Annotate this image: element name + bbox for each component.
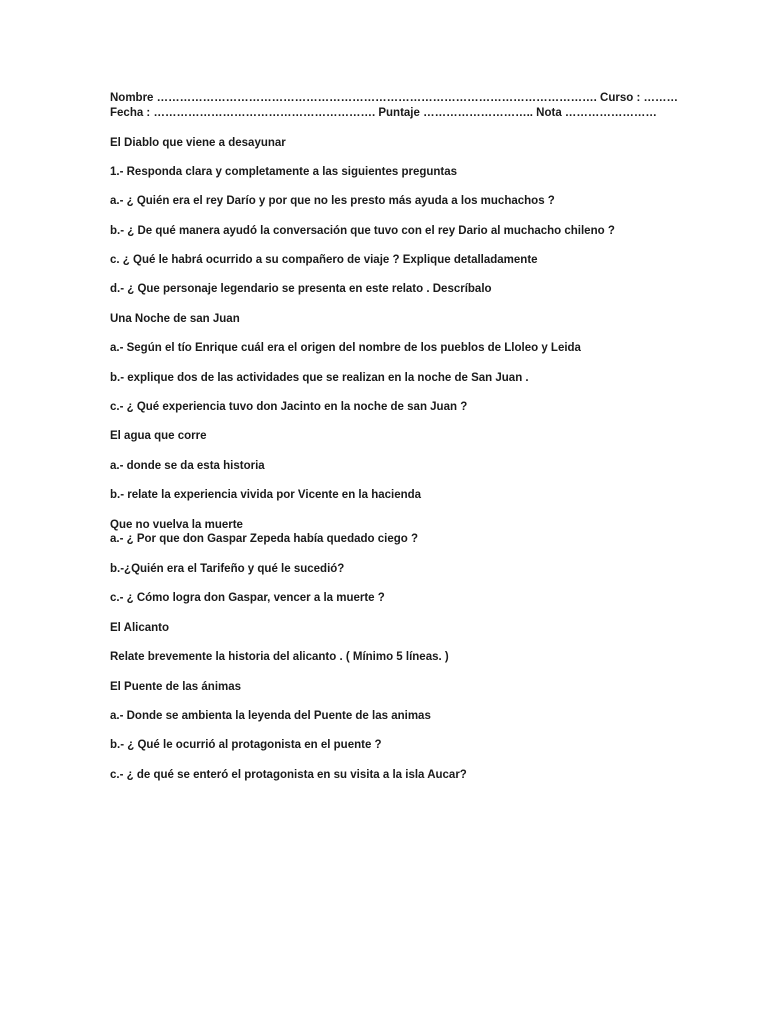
- section-title: Una Noche de san Juan: [110, 313, 240, 325]
- question: a.- Según el tío Enrique cuál era el origen del nombre de los pueblos de Lloleo y Leida: [110, 342, 581, 354]
- section-title: El Alicanto: [110, 622, 169, 634]
- question: a.- ¿ Por que don Gaspar Zepeda había quedado ciego ?: [110, 533, 418, 545]
- name-course-line: Nombre ……………………………………………………………………………………………………. Curso : ………: [110, 92, 678, 104]
- question: b.- relate la experiencia vivida por Vicente en la hacienda: [110, 489, 422, 501]
- date-score-grade-line: Fecha : …………………………………………………. Puntaje ……………………….. Nota ……………………: [110, 107, 657, 119]
- question: b.-¿Quién era el Tarifeño y qué le sucedió?: [110, 563, 345, 575]
- question: c.- ¿ Cómo logra don Gaspar, vencer a la muerte ?: [110, 592, 385, 604]
- question: c.- ¿ Qué experiencia tuvo don Jacinto en la noche de san Juan ?: [110, 401, 468, 413]
- question: b.- ¿ Qué le ocurrió al protagonista en el puente ?: [110, 739, 382, 751]
- section-title: Que no vuelva la muerte: [110, 519, 243, 531]
- question: a.- Donde se ambienta la leyenda del Puente de las animas: [110, 710, 431, 722]
- question: b.- ¿ De qué manera ayudó la conversación que tuvo con el rey Dario al muchacho chileno ?: [110, 225, 615, 237]
- question: d.- ¿ Que personaje legendario se presenta en este relato . Descríbalo: [110, 283, 492, 295]
- section-title: El agua que corre: [110, 430, 207, 442]
- section-title: El Puente de las ánimas: [110, 681, 242, 693]
- question: c.- ¿ de qué se enteró el protagonista en su visita a la isla Aucar?: [110, 769, 467, 781]
- question: Relate brevemente la historia del alicanto . ( Mínimo 5 líneas. ): [110, 651, 449, 663]
- question: c. ¿ Qué le habrá ocurrido a su compañero de viaje ? Explique detalladamente: [110, 254, 538, 266]
- section-title: El Diablo que viene a desayunar: [110, 137, 286, 149]
- instructions: 1.- Responda clara y completamente a las siguientes preguntas: [110, 166, 458, 178]
- question: b.- explique dos de las actividades que se realizan en la noche de San Juan .: [110, 372, 529, 384]
- question: a.- ¿ Quién era el rey Darío y por que no les presto más ayuda a los muchachos ?: [110, 195, 555, 207]
- question: a.- donde se da esta historia: [110, 460, 265, 472]
